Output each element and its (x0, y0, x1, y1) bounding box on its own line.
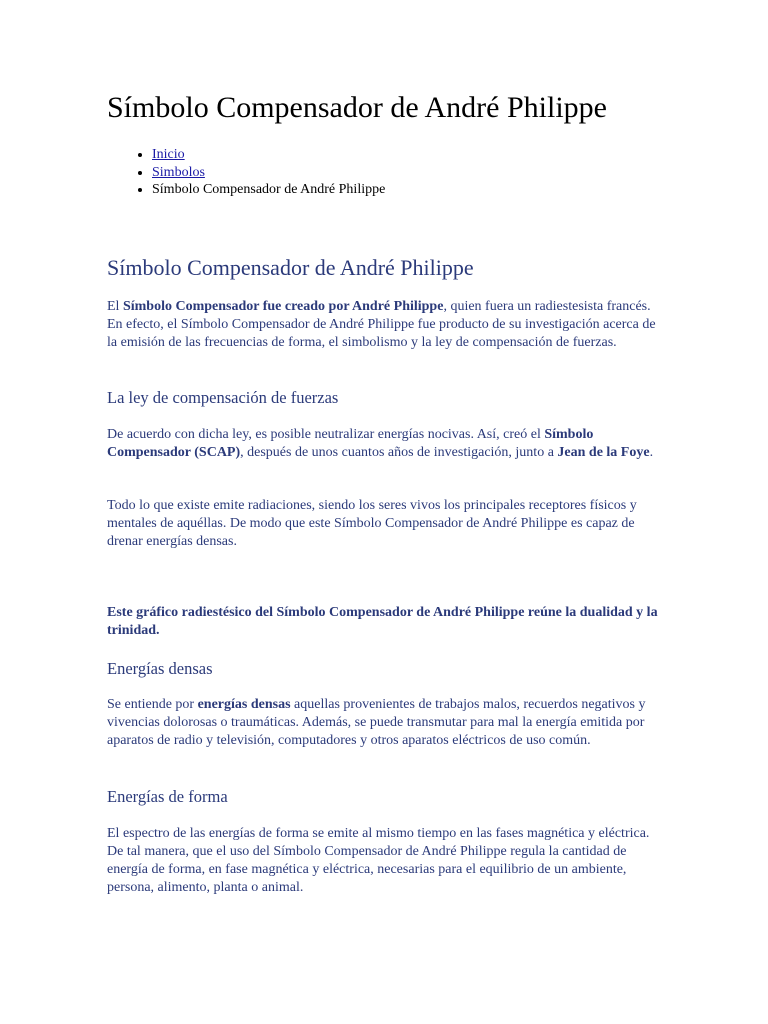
breadcrumb-link-inicio[interactable]: Inicio (152, 147, 185, 162)
section1-heading: La ley de compensación de fuerzas (107, 388, 339, 407)
s2p1-text-2: aquellas provenientes de trabajos malos, recuerdos negativos y vivencias dolorosas o traumáticas. Además, se puede transmutar para mal la energía emitida por aparatos de radio y televisión, computadores y otros aparatos eléctricos de uso común. (107, 697, 646, 748)
intro-bold-1: Símbolo Compensador fue creado por André Philippe (122, 299, 444, 314)
s1p1-text-3: . (649, 445, 654, 460)
breadcrumb-item-current (152, 181, 385, 199)
section1-paragraph-2: Todo lo que existe emite radiaciones, siendo los seres vivos los principales receptores físicos y mentales de aquéllas. De modo que este Símbolo Compensador de André Philippe es capaz de drenar energías densas. (107, 498, 637, 549)
s2p1-text-1: Se entiende por (107, 697, 198, 712)
page-title: Símbolo Compensador de André Philippe (107, 91, 607, 124)
s2p1-bold-1: energías densas (197, 697, 291, 712)
section1-paragraph-1 (107, 426, 659, 462)
s1p1-bold-2: Jean de la Foye (557, 445, 650, 460)
intro-text-2: , quien fuera un radiestesista francés. En efecto, el Símbolo Compensador de André Philippe fue producto de su investigación acerca de la emisión de las frecuencias de forma, el simbolismo y la ley de compensación de fuerzas. (107, 299, 656, 350)
breadcrumb-item-home (152, 146, 385, 164)
breadcrumb (107, 146, 385, 199)
s1p1-text-1: De acuerdo con dicha ley, es posible neutralizar energías nocivas. Así, creó el (107, 427, 545, 442)
s1p1-bold-1: Símbolo Compensador (SCAP) (107, 427, 594, 460)
intro-text-1: El (107, 299, 123, 314)
breadcrumb-current-label: Símbolo Compensador de André Philippe (152, 182, 386, 197)
section2-paragraph (107, 696, 659, 750)
intro-paragraph (107, 298, 659, 352)
breadcrumb-item-simbolos (152, 164, 385, 182)
section3-heading: Energías de forma (107, 787, 228, 806)
image-caption: Este gráfico radiestésico del Símbolo Compensador de André Philippe reúne la dualidad y la trinidad. (107, 605, 658, 638)
section3-paragraph: El espectro de las energías de forma se emite al mismo tiempo en las fases magnética y eléctrica. De tal manera, que el uso del Símbolo Compensador de André Philippe regula la cantidad de energía de forma, en fase magnética y eléctrica, necesarias para el equilibrio de un ambiente, persona, alimento, planta o animal. (107, 826, 650, 895)
s1p1-text-2: , después de unos cuantos años de investigación, junto a (240, 445, 558, 460)
breadcrumb-link-simbolos[interactable]: Simbolos (152, 164, 205, 180)
section2-heading: Energías densas (107, 659, 213, 678)
article-heading: Símbolo Compensador de André Philippe (107, 255, 474, 280)
